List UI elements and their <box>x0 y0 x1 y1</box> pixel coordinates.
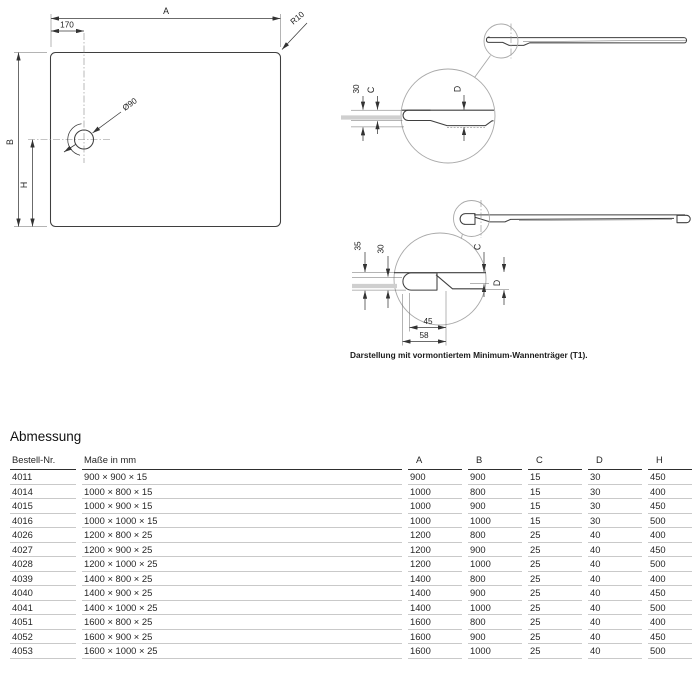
table-row <box>10 514 692 529</box>
table-cell: 1000 × 800 × 15 <box>82 485 402 500</box>
detail-circle <box>401 69 495 163</box>
table-row <box>10 485 692 500</box>
table-cell: 40 <box>588 586 642 601</box>
table-cell: 4039 <box>10 572 76 587</box>
table-cell: 800 <box>468 572 522 587</box>
table-cell: 25 <box>528 615 582 630</box>
table-cell: 25 <box>528 528 582 543</box>
table-cell: 25 <box>528 557 582 572</box>
column-header-c: C <box>528 451 582 470</box>
table-row <box>10 601 692 616</box>
table-row <box>10 586 692 601</box>
table-cell: 1000 <box>468 514 522 529</box>
table-cell: 900 <box>468 499 522 514</box>
dim-label-drain-offset: 170 <box>60 20 74 30</box>
dim-label-sv-recess: D <box>452 85 463 93</box>
dim-label-svc-total-height: 35 <box>353 241 363 251</box>
table-row <box>10 630 692 645</box>
table-row <box>10 528 692 543</box>
table-cell: 1000 <box>468 601 522 616</box>
table-cell: 4051 <box>10 615 76 630</box>
drawing-caption: Darstellung mit vormontiertem Minimum-Wannenträger (T1). <box>350 350 588 360</box>
table-row <box>10 470 692 485</box>
table-cell: 1000 × 900 × 15 <box>82 499 402 514</box>
carrier-block-detail <box>403 273 437 290</box>
dim-label-svc-recess: D <box>492 279 502 287</box>
table-cell: 4026 <box>10 528 76 543</box>
dimension-table <box>10 451 692 659</box>
column-header-a: A <box>408 451 462 470</box>
table-cell: 40 <box>588 557 642 572</box>
table-cell: 40 <box>588 601 642 616</box>
table-cell: 25 <box>528 601 582 616</box>
table-cell: 40 <box>588 543 642 558</box>
table-cell: 4052 <box>10 630 76 645</box>
table-cell: 500 <box>648 514 692 529</box>
table-cell: 25 <box>528 586 582 601</box>
table-cell: 400 <box>648 572 692 587</box>
table-cell: 1400 × 900 × 25 <box>82 586 402 601</box>
table-cell: 900 <box>468 586 522 601</box>
carrier-block-left <box>460 214 475 225</box>
table-cell: 1600 × 1000 × 25 <box>82 644 402 659</box>
table-cell: 1000 <box>408 514 462 529</box>
section-heading: Abmessung <box>10 429 82 444</box>
dim-label-drain-distance: H <box>19 181 29 189</box>
dim-label-svc-edge: C <box>472 243 483 251</box>
table-cell: 40 <box>588 528 642 543</box>
table-cell: 15 <box>528 485 582 500</box>
table-cell: 15 <box>528 470 582 485</box>
table-cell: 40 <box>588 644 642 659</box>
table-cell: 30 <box>588 485 642 500</box>
table-cell: 1400 <box>408 586 462 601</box>
table-cell: 400 <box>648 615 692 630</box>
table-cell: 4053 <box>10 644 76 659</box>
table-cell: 1400 <box>408 572 462 587</box>
table-cell: 1200 <box>408 557 462 572</box>
table-cell: 500 <box>648 557 692 572</box>
table-cell: 25 <box>528 572 582 587</box>
table-cell: 1400 × 1000 × 25 <box>82 601 402 616</box>
dim-label-sv-height: 30 <box>352 84 361 94</box>
side-view-carrier <box>352 200 690 346</box>
column-header-h: H <box>648 451 692 470</box>
table-row <box>10 499 692 514</box>
table-cell: 1600 × 900 × 25 <box>82 630 402 645</box>
dim-label-width: A <box>163 6 169 16</box>
table-cell: 30 <box>588 470 642 485</box>
table-cell: 1200 <box>408 528 462 543</box>
table-cell: 30 <box>588 514 642 529</box>
table-cell: 40 <box>588 615 642 630</box>
column-header-d: D <box>588 451 642 470</box>
table-cell: 1200 × 800 × 25 <box>82 528 402 543</box>
table-cell: 1000 <box>468 557 522 572</box>
table-cell: 500 <box>648 601 692 616</box>
dimension-table-body <box>10 470 692 659</box>
table-cell: 400 <box>648 485 692 500</box>
column-header-bestell-nr: Bestell-Nr. <box>10 451 76 470</box>
carrier-block-right <box>677 215 690 222</box>
dim-label-sv-edge: C <box>366 86 376 94</box>
table-cell: 900 × 900 × 15 <box>82 470 402 485</box>
table-cell: 450 <box>648 543 692 558</box>
table-cell: 450 <box>648 586 692 601</box>
table-cell: 800 <box>468 528 522 543</box>
detail-source-circle-2 <box>454 201 490 237</box>
table-cell: 900 <box>468 470 522 485</box>
table-cell: 1600 × 800 × 25 <box>82 615 402 630</box>
table-cell: 4016 <box>10 514 76 529</box>
table-cell: 800 <box>468 615 522 630</box>
table-cell: 1000 <box>468 644 522 659</box>
table-cell: 1600 <box>408 615 462 630</box>
dim-label-corner-radius: R10 <box>288 9 307 27</box>
table-cell: 1000 × 1000 × 15 <box>82 514 402 529</box>
table-cell: 1000 <box>408 485 462 500</box>
table-cell: 25 <box>528 630 582 645</box>
table-cell: 1400 <box>408 601 462 616</box>
table-cell: 4011 <box>10 470 76 485</box>
table-row <box>10 572 692 587</box>
table-row <box>10 557 692 572</box>
table-row <box>10 615 692 630</box>
table-cell: 4040 <box>10 586 76 601</box>
table-cell: 450 <box>648 630 692 645</box>
table-cell: 4015 <box>10 499 76 514</box>
table-cell: 900 <box>468 543 522 558</box>
table-cell: 900 <box>468 630 522 645</box>
table-cell: 1200 × 1000 × 25 <box>82 557 402 572</box>
table-cell: 40 <box>588 572 642 587</box>
plan-view <box>5 6 307 227</box>
dim-label-depth: B <box>5 139 15 145</box>
table-cell: 800 <box>468 485 522 500</box>
table-row <box>10 644 692 659</box>
table-cell: 1000 <box>408 499 462 514</box>
table-row <box>10 543 692 558</box>
column-header-b: B <box>468 451 522 470</box>
table-cell: 1200 × 900 × 25 <box>82 543 402 558</box>
table-cell: 1600 <box>408 630 462 645</box>
dim-label-svc-inner-offset: 45 <box>423 317 433 326</box>
dim-label-svc-height: 30 <box>376 244 386 254</box>
table-cell: 4028 <box>10 557 76 572</box>
column-header-masse: Maße in mm <box>82 451 402 470</box>
table-cell: 1400 × 800 × 25 <box>82 572 402 587</box>
table-cell: 1200 <box>408 543 462 558</box>
table-cell: 900 <box>408 470 462 485</box>
table-cell: 1600 <box>408 644 462 659</box>
table-cell: 30 <box>588 499 642 514</box>
table-cell: 40 <box>588 630 642 645</box>
table-cell: 400 <box>648 528 692 543</box>
table-header-row <box>10 451 692 470</box>
side-view-profile <box>341 24 687 164</box>
table-cell: 4027 <box>10 543 76 558</box>
dim-label-drain-diameter: Ø90 <box>120 96 139 113</box>
table-cell: 450 <box>648 470 692 485</box>
table-cell: 450 <box>648 499 692 514</box>
table-cell: 25 <box>528 543 582 558</box>
detail-source-circle <box>484 24 518 58</box>
table-cell: 4041 <box>10 601 76 616</box>
table-cell: 500 <box>648 644 692 659</box>
table-cell: 15 <box>528 514 582 529</box>
table-cell: 25 <box>528 644 582 659</box>
table-cell: 4014 <box>10 485 76 500</box>
table-cell: 15 <box>528 499 582 514</box>
dim-label-svc-carrier-width: 58 <box>419 331 429 340</box>
